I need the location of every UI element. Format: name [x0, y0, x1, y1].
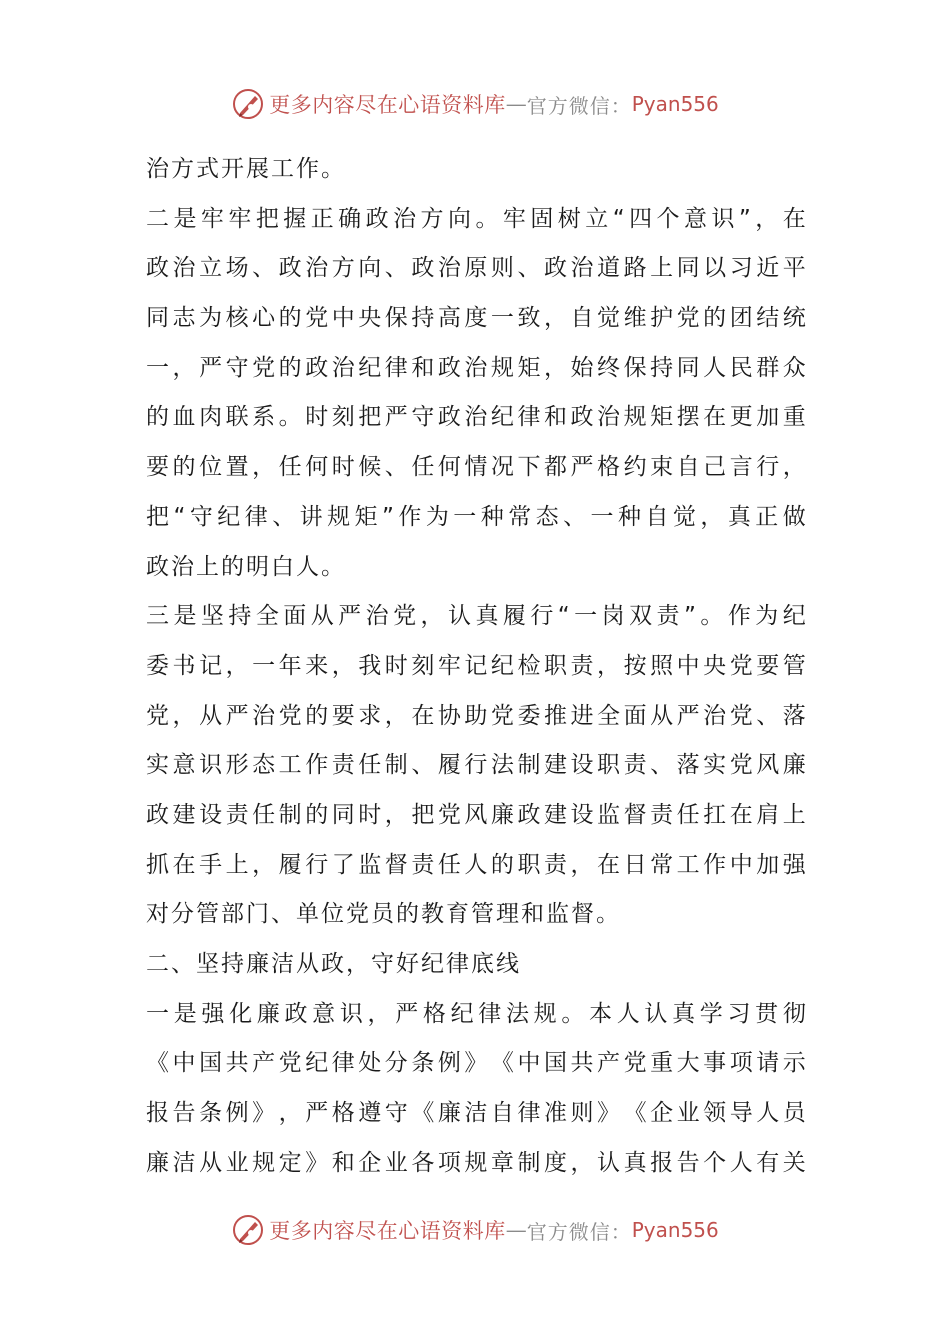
banner-wechat-label: 官方微信： — [526, 1219, 632, 1244]
document-body — [146, 145, 806, 1188]
text-line: 抓 在 手 上 ， 履 行 了 监 督 责 任 人 的 职 责 ， 在 日 常 工 作 中 加 强 — [146, 851, 806, 878]
text-line: 三 是 坚 持 全 面 从 严 治 党 ， 认 真 履 行 “ 一 岗 双 责 ” 。 作 为 纪 — [146, 603, 806, 630]
pen-logo-icon — [231, 1213, 265, 1247]
text-line: 政 建 设 责 任 制 的 同 时 ， 把 党 风 廉 政 建 设 监 督 责 任 扛 在 肩 上 — [146, 801, 806, 828]
pen-logo-icon — [231, 87, 265, 121]
banner-wechat-id: Pyan556 — [631, 1218, 719, 1242]
text-line: 政 治 立 场 、 政 治 方 向 、 政 治 原 则 、 政 治 道 路 上 同 以 习 近 平 — [146, 255, 806, 282]
text-line: 《 中 国 共 产 党 纪 律 处 分 条 例 》 《 中 国 共 产 党 重 大 事 项 请 示 — [146, 1050, 806, 1077]
banner-separator: — — [505, 1218, 527, 1242]
banner-wechat-label: 官方微信： — [526, 93, 632, 118]
banner-separator: — — [505, 92, 527, 116]
text-line: 报 告 条 例 》 ， 严 格 遵 守 《 廉 洁 自 律 准 则 》 《 企 业 领 导 人 员 — [146, 1100, 806, 1127]
text-line: 实 意 识 形 态 工 作 责 任 制 、 履 行 法 制 建 设 职 责 、 落 实 党 风 廉 — [146, 752, 806, 779]
header-banner — [0, 84, 950, 124]
banner-title: 更多内容尽在心语资料库 — [269, 1219, 506, 1243]
text-line: 一 是 强 化 廉 政 意 识 ， 严 格 纪 律 法 规 。 本 人 认 真 学 习 贯 彻 — [146, 1000, 806, 1027]
text-line: 一 ， 严 守 党 的 政 治 纪 律 和 政 治 规 矩 ， 始 终 保 持 同 人 民 群 众 — [146, 354, 806, 381]
text-line: 党 ， 从 严 治 党 的 要 求 ， 在 协 助 党 委 推 进 全 面 从 严 治 党 、 落 — [146, 702, 806, 729]
text-line: 二、坚持廉洁从政，守好纪律底线 — [146, 951, 521, 977]
text-line: 委 书 记 ， 一 年 来 ， 我 时 刻 牢 记 纪 检 职 责 ， 按 照 中 央 党 要 管 — [146, 652, 806, 679]
text-line: 治方式开展工作。 — [146, 156, 346, 182]
text-line: 二 是 牢 牢 把 握 正 确 政 治 方 向 。 牢 固 树 立 “ 四 个 意 识 ” ， 在 — [146, 205, 806, 232]
text-line: 同 志 为 核 心 的 党 中 央 保 持 高 度 一 致 ， 自 觉 维 护 党 的 团 结 统 — [146, 305, 806, 332]
banner-title: 更多内容尽在心语资料库 — [269, 93, 506, 117]
text-line: 廉 洁 从 业 规 定 》 和 企 业 各 项 规 章 制 度 ， 认 真 报 告 个 人 有 关 — [146, 1149, 806, 1176]
footer-banner — [0, 1210, 950, 1250]
text-line: 要 的 位 置 ， 任 何 时 候 、 任 何 情 况 下 都 严 格 约 束 自 己 言 行 ， — [146, 454, 806, 481]
text-line: 对分管部门、单位党员的教育管理和监督。 — [146, 901, 621, 928]
text-line: 把 “ 守 纪 律 、 讲 规 矩 ” 作 为 一 种 常 态 、 一 种 自 觉 ， 真 正 做 — [146, 503, 806, 530]
text-line: 的 血 肉 联 系 。 时 刻 把 严 守 政 治 纪 律 和 政 治 规 矩 摆 在 更 加 重 — [146, 404, 806, 431]
banner-wechat-id: Pyan556 — [631, 92, 719, 116]
text-line: 政治上的明白人。 — [146, 553, 346, 580]
